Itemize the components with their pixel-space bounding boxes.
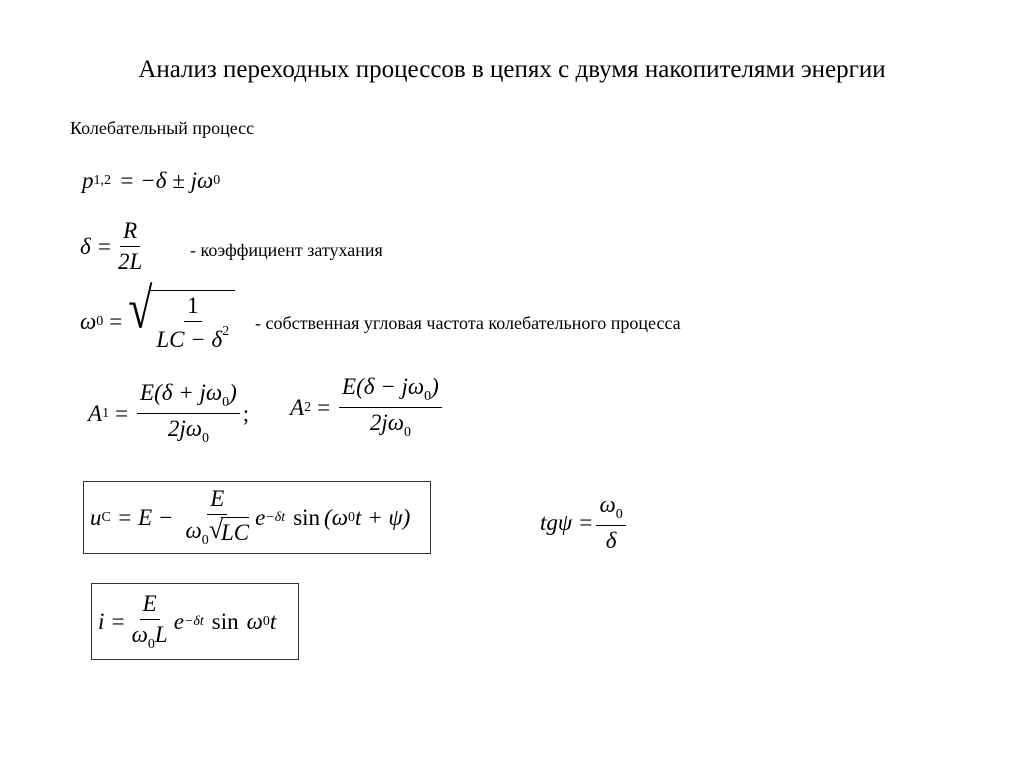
uc-den-sub: 0 [201, 533, 209, 548]
A2-sub: 2 [304, 399, 312, 415]
slide-title: Анализ переходных процессов в цепях с двумя накопителями энергии [138, 56, 886, 83]
A1-den: 2jω [167, 416, 202, 441]
formula-delta [80, 218, 148, 275]
i-den: ω [131, 621, 148, 647]
formula-A2 [290, 374, 445, 441]
delta-lhs: δ = [80, 233, 112, 259]
i-den-sub: 0 [147, 636, 155, 652]
i-arg-sub: 0 [262, 613, 270, 629]
uc-sub: C [101, 509, 111, 525]
omega-num: 1 [184, 293, 202, 322]
A1-sub: 1 [102, 405, 110, 421]
formula-uc-box [83, 481, 431, 554]
omega-den: LC − δ [156, 327, 223, 352]
A1-den-sub: 0 [201, 431, 209, 446]
A2-den-sub: 0 [403, 425, 411, 440]
section-subtitle: Колебательный процесс [70, 118, 255, 138]
omega-description: - собственная угловая частота колебательного процесса [255, 313, 681, 333]
roots-rhs-sub: 0 [213, 173, 221, 188]
formula-omega [80, 276, 235, 353]
uc-den-sqrt: LC [221, 517, 249, 546]
uc-arg-sub: 0 [347, 509, 355, 525]
tg-den: δ [605, 528, 617, 553]
uc-arg: (ω [324, 504, 348, 530]
i-num: E [140, 591, 160, 620]
roots-p: p [82, 168, 94, 193]
delta-den: 2L [117, 249, 143, 274]
A2-num-end: ) [431, 374, 439, 399]
A2-den: 2jω [369, 410, 404, 435]
roots-rhs: = −δ ± jω [119, 168, 214, 193]
i-arg: ω [246, 608, 263, 634]
tg-num-sub: 0 [615, 507, 623, 522]
delta-description: - коэффициент затухания [190, 240, 383, 260]
i-sin: sin [211, 608, 239, 634]
A2-num-sub: 0 [424, 389, 432, 404]
A1-eq: = [115, 400, 129, 426]
A2-lhs: A [290, 394, 305, 420]
omega-lhs: ω [80, 308, 97, 334]
tg-num: ω [599, 492, 616, 517]
formula-roots [82, 168, 220, 194]
i-exp: −δt [183, 613, 204, 629]
uc-sin: sin [293, 504, 321, 530]
uc-exp: −δt [265, 509, 286, 525]
tg-lhs: tgψ = [540, 510, 594, 535]
uc-exp-base: e [255, 504, 266, 530]
i-exp-base: e [173, 608, 184, 634]
uc-den: ω [185, 518, 202, 543]
A2-num: E(δ − jω [342, 374, 425, 399]
i-den-end: L [154, 621, 168, 647]
formula-i-box [91, 583, 299, 660]
delta-fraction [115, 218, 145, 275]
A2-eq: = [317, 394, 331, 420]
uc-arg-end: t + ψ) [354, 504, 411, 530]
A1-num-end: ) [229, 380, 237, 405]
omega-eq: = [109, 308, 123, 334]
i-lhs: i = [98, 608, 126, 634]
delta-num: R [120, 218, 140, 247]
i-arg-end: t [269, 608, 277, 634]
roots-p-sub: 1,2 [93, 173, 111, 188]
A1-num-sub: 0 [222, 395, 230, 410]
uc-lhs: u [90, 504, 102, 530]
uc-num: E [207, 486, 227, 515]
sqrt-symbol: √ LC [208, 515, 250, 545]
A1-sep: ; [242, 400, 250, 426]
sqrt-symbol: √ $\frac{1}{LC - \delta^2}$ [128, 290, 235, 353]
formula-A1 [88, 380, 249, 447]
A1-num: E(δ + jω [140, 380, 223, 405]
omega-den-sup: 2 [222, 324, 230, 339]
omega-lhs-sub: 0 [96, 313, 104, 329]
A1-lhs: A [88, 400, 103, 426]
uc-mid: = E − [116, 504, 174, 530]
formula-tg-psi [540, 492, 629, 554]
